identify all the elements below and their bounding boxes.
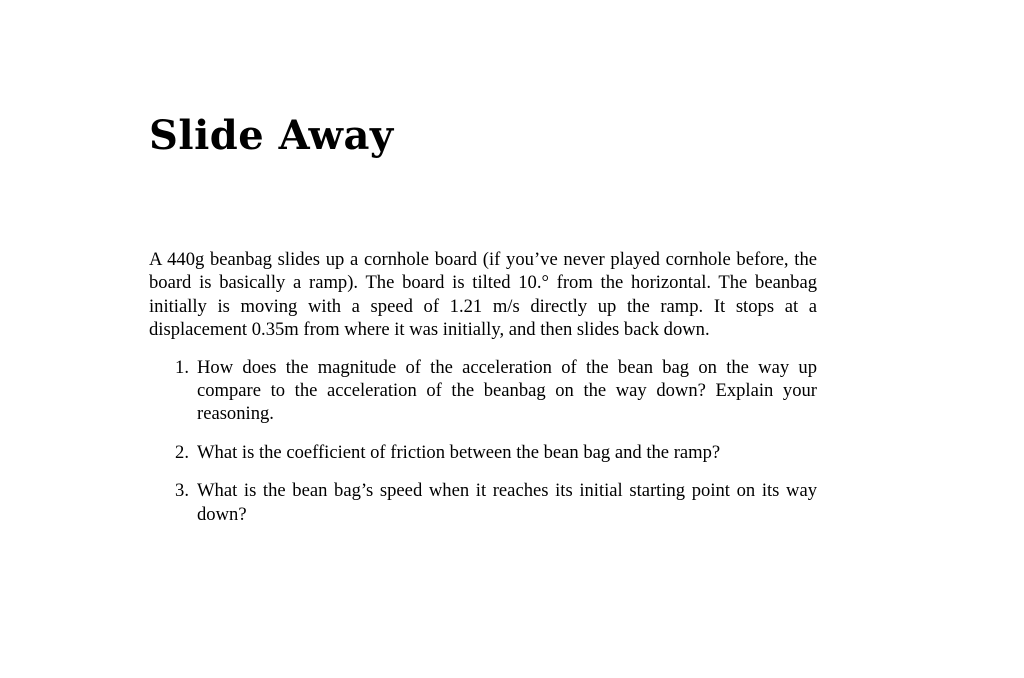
question-text: What is the bean bag’s speed when it reaches its initial starting point on its way down? [197, 480, 817, 525]
question-text: What is the coefficient of friction between the bean bag and the ramp? [197, 441, 721, 463]
question-number: 1. [175, 356, 189, 378]
question-text: How does the magnitude of the acceleration of the bean bag on the way up compare to the acceleration of the beanbag on the way down? Explain your reasoning. [197, 356, 817, 425]
question-item [149, 479, 817, 526]
question-item [149, 441, 817, 464]
question-list [149, 356, 817, 526]
page-title: Slide Away [149, 112, 394, 159]
question-number: 2. [175, 441, 189, 463]
question-number: 3. [175, 480, 189, 502]
problem-content [149, 248, 817, 541]
problem-statement: A 440g beanbag slides up a cornhole board (if you’ve never played cornhole before, the board is basically a ramp). The board is tilted 10.° from the horizontal. The beanbag initially is moving with a speed of 1.21 m/s directly up the ramp. It stops at a displacement 0.35m from where it was initially, and then slides back down. [149, 249, 817, 341]
question-item [149, 356, 817, 426]
